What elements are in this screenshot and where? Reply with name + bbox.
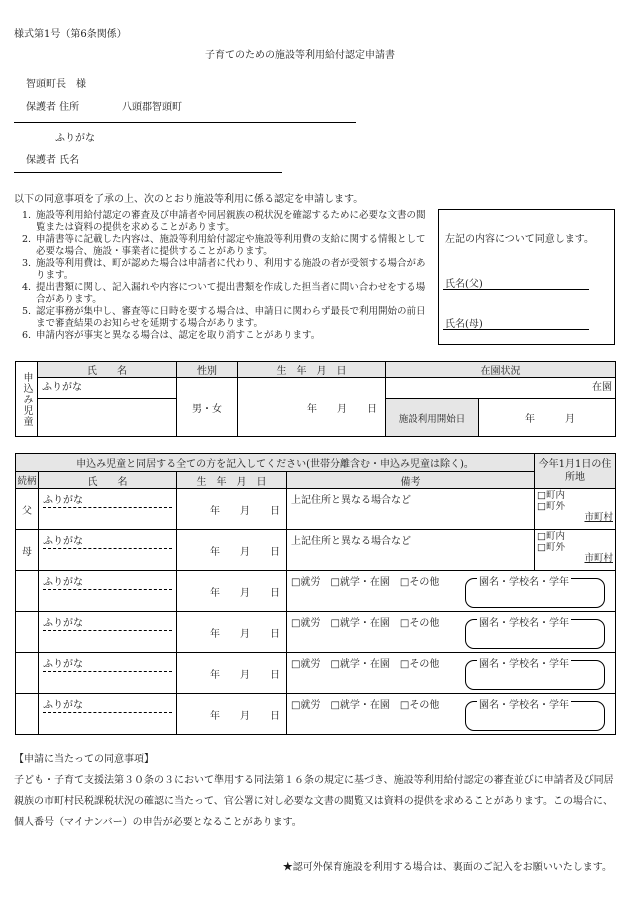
child-name-cell[interactable] bbox=[38, 399, 177, 437]
furigana-label: ふりがな bbox=[43, 532, 172, 549]
start-date-label: 施設利用開始日 bbox=[386, 399, 479, 437]
household-name-header: 氏 名 bbox=[39, 472, 177, 489]
form-number: 様式第1号（第6条関係） bbox=[14, 29, 127, 40]
furigana-label: ふりがな bbox=[43, 614, 172, 631]
intro-text: 以下の同意事項を了承の上、次のとおり施設等利用に係る認定を申請します。 bbox=[14, 194, 364, 205]
household-dob-cell[interactable]: 年 月 日 bbox=[177, 612, 287, 653]
consent-item-number: 4. bbox=[22, 282, 32, 293]
child-furigana-cell[interactable] bbox=[38, 378, 177, 399]
child-table bbox=[15, 361, 616, 437]
consent-item-text: 申請内容が事実と異なる場合は、認定を取り消すことがあります。 bbox=[36, 330, 321, 341]
school-label: 園名・学校名・学年 bbox=[477, 614, 571, 629]
relation-cell[interactable] bbox=[16, 571, 39, 612]
table-row bbox=[16, 489, 616, 530]
household-dob-cell[interactable]: 年 月 日 bbox=[177, 571, 287, 612]
consent-item bbox=[22, 210, 430, 234]
table-row bbox=[16, 653, 616, 694]
consent-item-number: 5. bbox=[22, 306, 32, 317]
relation-cell[interactable] bbox=[16, 612, 39, 653]
mother-signature-line[interactable] bbox=[443, 329, 589, 330]
relation-cell[interactable] bbox=[16, 694, 39, 735]
consent-item-text: 認定事務が集中し、審査等に日時を要する場合は、申請日に関わらず最長で利用開始の前日まで審査結果のお知らせを延期する場合があります。 bbox=[36, 306, 426, 329]
household-dob-cell[interactable]: 年 月 日 bbox=[177, 653, 287, 694]
occupation-cell[interactable] bbox=[287, 571, 616, 612]
consent-item bbox=[22, 330, 430, 342]
residence-header: 今年1月1日の住所地 bbox=[535, 454, 616, 489]
household-name-cell[interactable] bbox=[39, 612, 177, 653]
addressee: 智頭町長 様 bbox=[26, 79, 86, 90]
residence-cell[interactable] bbox=[535, 530, 616, 571]
household-name-cell[interactable] bbox=[39, 653, 177, 694]
guardian-name-label: 保護者 氏名 bbox=[26, 155, 80, 166]
furigana-label: ふりがな bbox=[43, 573, 172, 590]
household-name-cell[interactable] bbox=[39, 530, 177, 571]
relation-cell[interactable] bbox=[16, 653, 39, 694]
household-header: 申込み児童と同居する全ての方を記入してください(世帯分離含む・申込み児童は除く)。 bbox=[16, 454, 535, 472]
table-row bbox=[16, 530, 616, 571]
agreement-text: 左記の内容について同意します。 bbox=[445, 234, 594, 245]
school-label: 園名・学校名・学年 bbox=[477, 696, 571, 711]
consent-item-text: 申請書等に記載した内容は、施設等利用給付認定や施設等利用費の支給に関する情報として必要な場合、施設・事業者に提供することがあります。 bbox=[36, 234, 426, 257]
city-label: 市町村 bbox=[584, 553, 613, 564]
in-town-checkbox[interactable]: □町内 bbox=[537, 531, 565, 542]
occupation-cell[interactable] bbox=[287, 612, 616, 653]
child-gender-header: 性別 bbox=[177, 362, 238, 378]
furigana-label: ふりがな bbox=[43, 655, 172, 672]
household-name-cell[interactable] bbox=[39, 571, 177, 612]
household-table bbox=[15, 453, 616, 735]
relation-cell: 父 bbox=[16, 489, 39, 530]
household-dob-header: 生 年 月 日 bbox=[177, 472, 287, 489]
child-side-label: 申込み児童 bbox=[16, 362, 38, 437]
in-town-checkbox[interactable]: □町内 bbox=[537, 490, 565, 501]
consent-item-number: 6. bbox=[22, 330, 32, 341]
household-name-cell[interactable] bbox=[39, 694, 177, 735]
start-date-cell[interactable]: 年 月 bbox=[479, 399, 616, 437]
remarks-cell[interactable]: 上記住所と異なる場合など bbox=[287, 489, 535, 530]
consent-item-number: 1. bbox=[22, 210, 32, 221]
consent-item-text: 施設等利用給付認定の審査及び申請者や同居親族の税状況を確認するために必要な文書の閲覧または資料の提供を求めることがあります。 bbox=[36, 210, 426, 233]
guardian-address-label: 保護者 住所 bbox=[26, 102, 80, 113]
guardian-address-value[interactable]: 八頭郡智頭町 bbox=[122, 102, 182, 113]
occupation-options[interactable]: □就労 □就学・在園 □その他 bbox=[291, 618, 440, 629]
relation-cell: 母 bbox=[16, 530, 39, 571]
consent-item bbox=[22, 282, 430, 306]
consent-item bbox=[22, 258, 430, 282]
name-underline bbox=[14, 172, 282, 173]
consent-item-text: 施設等利用費は、町が認めた場合は申請者に代わり、利用する施設の者が受領する場合があります。 bbox=[36, 258, 426, 281]
out-town-checkbox[interactable]: □町外 bbox=[537, 542, 565, 553]
child-furigana-label: ふりがな bbox=[42, 382, 82, 393]
school-label: 園名・学校名・学年 bbox=[477, 573, 571, 588]
child-status-header: 在園状況 bbox=[386, 362, 616, 378]
occupation-cell[interactable] bbox=[287, 653, 616, 694]
consent-item-number: 2. bbox=[22, 234, 32, 245]
table-row bbox=[16, 571, 616, 612]
mother-signature-label: 氏名(母) bbox=[445, 319, 483, 330]
child-enrolled-cell[interactable]: 在園 bbox=[386, 378, 616, 399]
occupation-cell[interactable] bbox=[287, 694, 616, 735]
child-gender-cell[interactable]: 男・女 bbox=[177, 378, 238, 437]
city-label: 市町村 bbox=[584, 512, 613, 523]
agreement-box bbox=[438, 209, 615, 345]
remarks-header: 備考 bbox=[287, 472, 535, 489]
guardian-furigana-label: ふりがな bbox=[55, 133, 95, 144]
consent-item-number: 3. bbox=[22, 258, 32, 269]
consent-item bbox=[22, 234, 430, 258]
household-dob-cell[interactable]: 年 月 日 bbox=[177, 530, 287, 571]
relation-header: 続柄 bbox=[16, 472, 39, 489]
consent-item-text: 提出書類に関し、記入漏れや内容について提出書類を作成した担当者に問い合わせをする場合があります。 bbox=[36, 282, 426, 305]
form-title: 子育てのための施設等利用給付認定申請書 bbox=[205, 50, 395, 61]
consent-paragraph: 子ども・子育て支援法第３０条の３において準用する同法第１６条の規定に基づき、施設等利用給付認定の審査並びに申請者及び同居親族の市町村民税課税状況の確認に当たって、官公署に対し必要な文書の閲覧又は資料の提供を求めることがあります。この場合に、個人番号（マイナンバー）の申告が必要となることがあります。 bbox=[14, 775, 614, 828]
occupation-options[interactable]: □就労 □就学・在園 □その他 bbox=[291, 700, 440, 711]
child-dob-header: 生 年 月 日 bbox=[238, 362, 386, 378]
residence-cell[interactable] bbox=[535, 489, 616, 530]
occupation-options[interactable]: □就労 □就学・在園 □その他 bbox=[291, 659, 440, 670]
furigana-label: ふりがな bbox=[43, 696, 172, 713]
consent-item bbox=[22, 306, 430, 330]
household-dob-cell[interactable]: 年 月 日 bbox=[177, 489, 287, 530]
household-dob-cell[interactable]: 年 月 日 bbox=[177, 694, 287, 735]
father-signature-line[interactable] bbox=[443, 289, 589, 290]
occupation-options[interactable]: □就労 □就学・在園 □その他 bbox=[291, 577, 440, 588]
household-name-cell[interactable] bbox=[39, 489, 177, 530]
consent-heading: 【申請に当たっての同意事項】 bbox=[14, 754, 154, 765]
furigana-label: ふりがな bbox=[43, 491, 172, 508]
consent-list bbox=[22, 210, 430, 342]
table-row bbox=[16, 694, 616, 735]
child-dob-cell[interactable]: 年 月 日 bbox=[238, 378, 386, 437]
table-row bbox=[16, 612, 616, 653]
address-underline bbox=[14, 122, 356, 123]
school-label: 園名・学校名・学年 bbox=[477, 655, 571, 670]
father-signature-label: 氏名(父) bbox=[445, 279, 483, 290]
remarks-cell[interactable]: 上記住所と異なる場合など bbox=[287, 530, 535, 571]
out-town-checkbox[interactable]: □町外 bbox=[537, 501, 565, 512]
footer-note: ★認可外保育施設を利用する場合は、裏面のご記入をお願いいたします。 bbox=[282, 862, 612, 873]
child-name-header: 氏 名 bbox=[38, 362, 177, 378]
